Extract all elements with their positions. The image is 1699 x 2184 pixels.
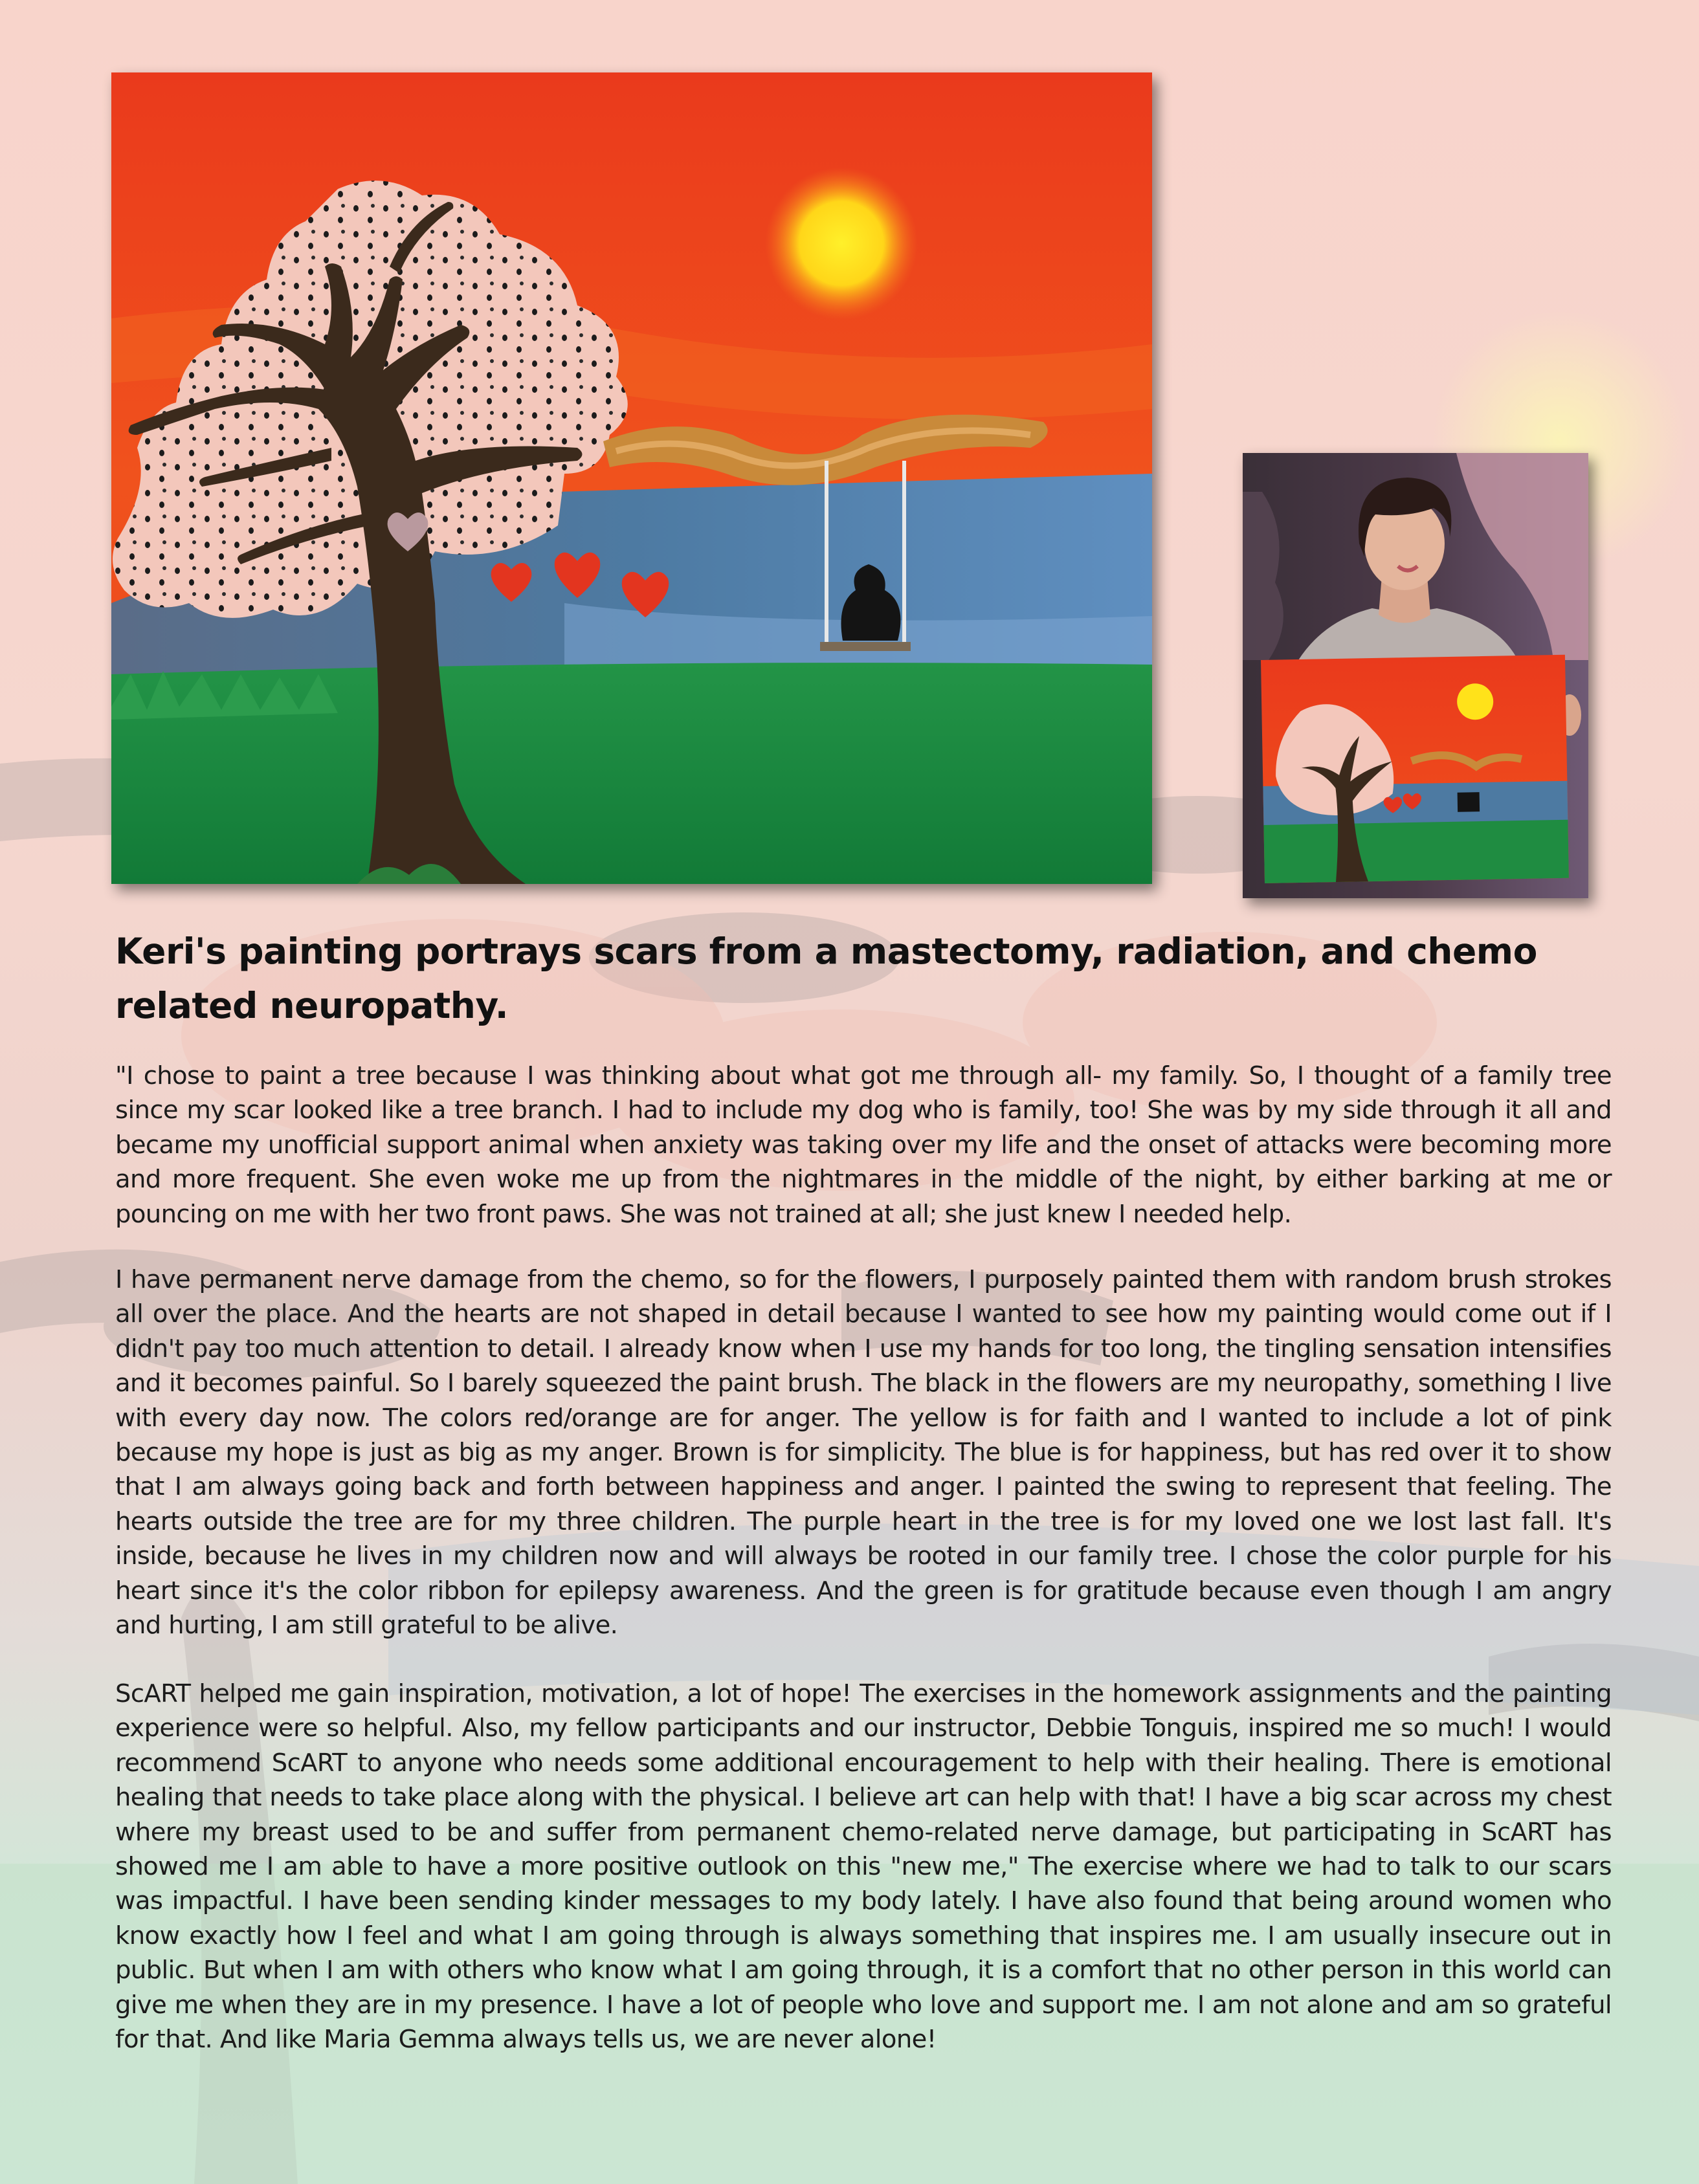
article-paragraph: ScART helped me gain inspiration, motivation, a lot of hope! The exercises in the homework assignments and the painting experience were so helpful. Also, my fellow participants and our instructor, Debbie Tonguis, inspired me so much! I would recommend ScART to anyone who needs some additional encouragement to help with their healing. There is emotional healing that needs to take place along with the physical. I believe art can help with that! I have a big scar across my chest where my breast used to be and suffer from permanent chemo-related nerve damage, but participating in ScART has showed me I am able to have a more positive outlook on this "new me," The exercise where we had to talk to our scars was impactful. I have been sending kinder messages to my body lately. I have also found that being around women who know exactly how I feel and what I am going through is always something that inspires me. I am usually insecure out in public. But when I am with others who know what I am going through, it is a comfort that no other person in this world can give me when they are in my presence. I have a lot of people who love and support me. I am not alone and am so grateful for that. And like Maria Gemma always tells us, we are never alone! <box>115 1679 1612 2055</box>
photo-keri-with-painting <box>1243 453 1588 898</box>
article-paragraph: "I chose to paint a tree because I was thinking about what got me through all- my family. So, I thought of a family tree since my scar looked like a tree branch. I had to include my dog who is family, too! She was by my side through it all and became my unofficial support animal when anxiety was taking over my life and the onset of attacks were becoming more and more frequent. She even woke me up from the nightmares in the middle of the night, by either barking at me or pouncing on me with her two front paws. She was not trained at all; she just knew I needed help. <box>115 1061 1612 1229</box>
painting-image <box>111 72 1152 884</box>
sun <box>765 167 918 320</box>
article-paragraph: I have permanent nerve damage from the chemo, so for the flowers, I purposely painted them with random brush strokes all over the place. And the hearts are not shaped in detail because I wanted to see how my painting would come out if I didn't pay too much attention to detail. I already know when I use my hands for too long, the tingling sensation intensifies and it becomes painful. So I barely squeezed the paint brush. The black in the flowers are my neuropathy, something I live with every day now. The colors red/orange are for anger. The yellow is for faith and I wanted to include a lot of pink because my hope is just as big as my anger. Brown is for simplicity. The blue is for happiness, but has red over it to show that I am always going back and forth between happiness and anger. I painted the swing to represent that feeling. The hearts outside the tree are for my three children. The purple heart in the tree is for my loved one we lost last fall. It's inside, because he lives in my children now and will always be rooted in our family tree. I chose the color purple for his heart since it's the color ribbon for epilepsy awareness. And the green is for gratitude because even though I am angry and hurting, I am still grateful to be alive. <box>115 1265 1612 1640</box>
article-headline: Keri's painting portrays scars from a mastectomy, radiation, and chemo related neuropathy. <box>115 931 1537 1026</box>
